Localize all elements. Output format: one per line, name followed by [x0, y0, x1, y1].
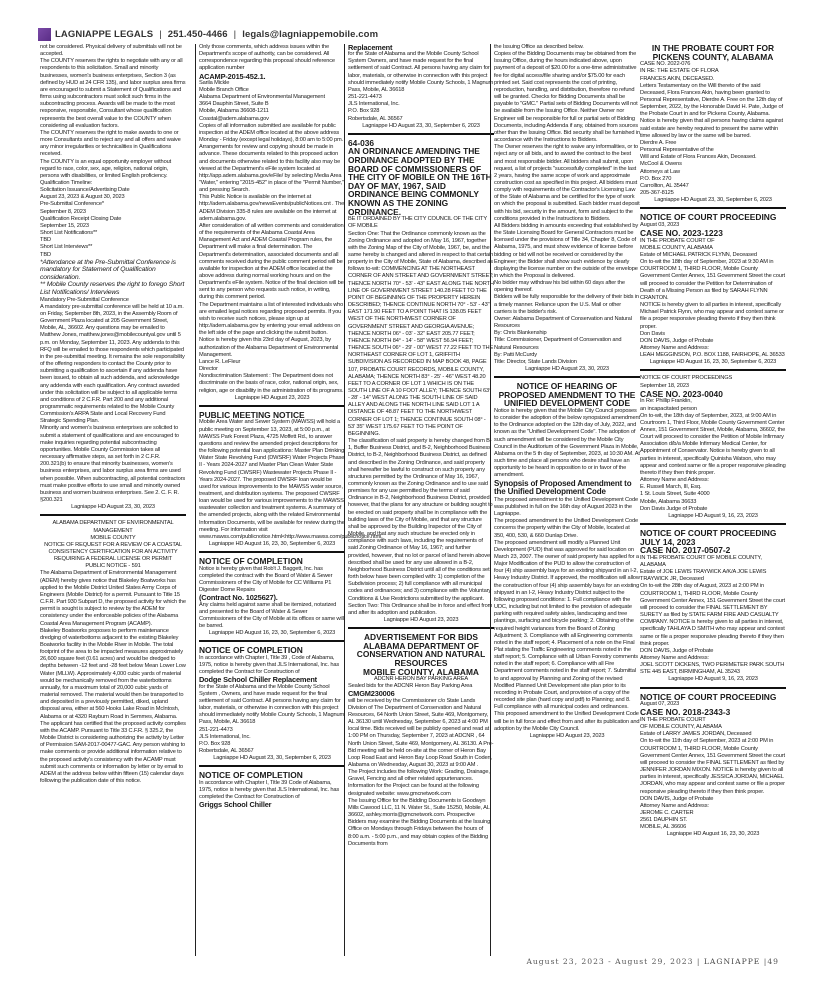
- notice-text: Sarila Mickle: [199, 79, 230, 86]
- notice-text: DON DAVIS, Judge of Probate: [640, 337, 714, 344]
- notice-text: By: Patti McCurdy: [494, 351, 537, 358]
- notice-text: In accordance with Chapter I, Title 39 Code of Alabama, 1975, notice is hereby given that JLS International, Inc. has completed the Contract for Construction of: [199, 779, 340, 801]
- legal-notice: [40, 44, 186, 516]
- notice-heading: NOTICE OF COURT PROCEEDING: [640, 691, 777, 702]
- notice-subheading: NOTICE OF REQUEST FOR A REVIEW OF A COASTAL CONSISTENCY CERTIFICATION FOR AN ACTIVITY REQUIRING A FEDERAL LICENSE OR PERMIT: [44, 541, 182, 563]
- notice-text: August 23, 2023 & August 30, 2023: [40, 194, 125, 201]
- notice-text: No bidder may withdraw his bid within 60 days after the opening thereof.: [494, 280, 625, 294]
- notice-text: Attorneys at Law: [640, 168, 680, 175]
- legal-notice: [494, 44, 640, 378]
- notice-text: Short List Interviews**: [40, 244, 93, 251]
- notice-heading: 64-036: [348, 137, 375, 148]
- notice-text: The proposed amendment will modify a Planned Unit Development (PUD) that was approved for said location on March 23, 2007. The owner of said property has applied for a Major Modification of the PUD to allow the construction of four (4) ship assembly bays for an existing shipyard in an I-2, Heavy Industry District. If approved, the modification will allow the construction of four (4) ship assembly bays for an existing shipyard in an I-2, Heavy Industry District subject to the following proposed conditions: 1. Full compliance with the UDC, including but not limited to the provision of adequate parking with required safety aisles, landscaping and tree plantings, surfacing and bicycle parking; 2. Obtaining of the required height variances from the Board of Zoning Adjustment; 3. Compliance with all Engineering comments noted in the staff report; 4. Placement of a note on the Final Plat stating the Traffic Engineering comments noted in the staff report; 5. Compliance with all Urban Forestry comments noted in the staff report; 6. Compliance with all Fire Department comments noted in the staff report; 7. Submittal to and approval by Planning and Zoning of the revised Modified Planned Unit Development site plan prior to its recording in Probate Court, and provision of a copy of the recorded site plan (hard copy and pdf) to Planning; and 8. Full compliance with all municipal codes and ordinances.: [494, 539, 640, 711]
- brand-square-icon: [38, 28, 51, 41]
- notice-heading: NOTICE OF COMPLETION: [199, 556, 303, 567]
- notice-text: 251-221-4473: [348, 94, 382, 101]
- notice-italic-text: ** Mobile County reserves the right to forego Short List Notifications/ Interviews: [40, 281, 185, 297]
- notice-text: The proposed amendment to the Unified Development Code was published in full on the 16th day of August 2023 in the Lagniappe.: [494, 496, 638, 518]
- notice-text: Attorney Name and Address:: [640, 655, 709, 661]
- notice-text: August 07, 2023: [640, 701, 680, 708]
- notice-text: NOTICE is hereby given to all parties in interest, specifically Michael Patrick Flynn, who may appear and contest same or file a proper responsive pleading thereto if they then think proper.: [640, 302, 784, 330]
- column-4: [490, 44, 640, 956]
- notice-text: Section One: That the Ordinance commonly known as the Zoning Ordinance and adopted on May 16, 1967, together with the Zoning Map of the City of Mobile, 1967, be, and the same hereby is changed and altered in respect to that certain property in the City of Mobile, State of Alabama, described as follows to-wit: COMMENCING AT THE NORTHEAST CORNER OF ANN STREET AND GOVERNMENT STREET; THENCE NORTH 70° - 53' - 43" EAST ALONG THE NORTH LINE OF GOVERNMENT STREET 140.28 FEET TO THE POINT OF BEGINNING OF THE PROPERTY HEREIN DESCRIBED; THENCE CONTINUE NORTH 70° - 53' - 43" EAST 171.90 FEET TO A POINT THAT IS 138.05 FEET WEST OF THE NORTHWEST CORNER OF GOVERNMENT STREET AND GEORGIA AVENUE; THENCE NORTH 06° - 03' - 32" EAST 205.77 FEET; THENCE NORTH 84° - 14' - 58" WEST 56.94 FEET; THENCE SOUTH 06° - 29' - 00" WEST 77.22 FEET TO THE NORTHEAST CORNER OF LOT 1, GRIFFITH SUBDIVISION AS RECORDED IN MAP BOOK 48, PAGE 107, PROBATE COURT RECORDS, MOBILE COUNTY, ALABAMA; THENCE NORTH 83° - 25' - 46" WEST 48.20 FEET TO A CORNER OF LOT 1 WHICH IS ON THE SOUTH LINE OF A 10 FOOT ALLEY; THENCE SOUTH 63° - 28' - 14" WEST ALONG THE SOUTH LINE OF SAID ALLEY AND ALONG THE NORTH LINE SAID LOT 1 A DISTANCE OF 48.87 FEET TO THE NORTHWEST CORNER OF LOT 1; THENCE CONTINUE SOUTH 08° - 53' 35" WEST 175.67 FEET TO THE POINT OF BEGINNING.: [348, 230, 494, 437]
- legal-notice: [640, 44, 786, 209]
- notice-text: MOBILE COUNTY, ALABAMA: [640, 244, 713, 251]
- notice-text: Pre-Submittal Conference*: [40, 201, 104, 208]
- notice-text: Lance R. LeFleur: [199, 358, 241, 365]
- notice-text: Notice is hereby given that Rob't J. Baggett, Inc. has completed the contract with the Board of Water & Sewer Commissioners of the City of Mobile for CC Williams P1 Digester Dome Repairs: [199, 565, 333, 594]
- notice-heading: JULY 14, 2023: [640, 536, 696, 547]
- notice-text: The classification of said property is hereby changed from B-1, Buffer Business District, and B-2, Neighborhood Business District, to B-2, Neighborhood Business District, as defined and described in the Zoning Ordinance, and said property shall hereafter be lawful to construct on such property any structures permitted by the Ordinance of May 16, 1967, commonly known as the Zoning Ordinance and to use said premises for any use permitted by the terms of said Ordinance in B-2, Neighborhood Business District, provided, however, that the plans for any structure or building sought to be erected on said property shall be in compliance with the building laws of the City of Mobile, and that any structure shall be approved by the Building Inspector of the City of Mobile, and that any such structure be erected only in compliance with such laws, including the requirements of said Zoning Ordinance of May 16, 1967; and further provided, however, that no lot or parcel of land herein above described shall be used for any use allowed in a B-2, Neighborhood Business District until all of the conditions set forth below have been complied with: 1) completion of the Subdivision process; 2) full compliance with all municipal codes and ordinances; and 3) compliance with the Voluntary Conditions & Use Restrictions submitted by the applicant.: [348, 438, 493, 602]
- notice-text: 251-221-4473: [199, 726, 233, 733]
- notice-text: On to-wit the 28th day of August, 2023 at 2:00 PM in COURTROOM 1, THIRD FLOOR, Mobile County Government Center Annex, 151 Government Street the court will proceed to consider the FINAL SETTLEMENT BY SURETY as filed by STATE FARM FIRE AND CASUALTY COMPANY. NOTICE is hereby given to all parties in interest, specifically TAHLAYA D SMITH who may appear and contest same or file a proper responsive pleading thereto if they then think proper.: [640, 583, 785, 647]
- notice-text: All Bidders bidding in amounts exceeding that established by the State Licensing Board for General Contractors must be licensed under the provisions of Title 34, Chapter 8, Code of Alabama, 1975, and must show evidence of license before bidding or bid will not be received or considered by the Engineer; the Bidder shall show such evidence by clearly displaying the license number on the outside of the envelope in which the Proposal is delivered.: [494, 222, 639, 279]
- notice-text: JOEL SCOTT DICKENS, TWO PERIMETER PARK SOUTH STE 445 EAST, BIRMINGHAM, AL 35243: [640, 662, 785, 676]
- notice-subheading: PUBLIC NOTICE - 591: [85, 563, 141, 570]
- notice-text: Only those comments, which address issues within the Department's scope of authority, can be considered. All correspondence regarding this proposal should reference application number: [199, 44, 335, 72]
- notice-text: Attorney Name and Address:: [640, 345, 709, 351]
- notice-text: A mandatory pre-submittal conference will be held at 10 a.m. on Friday, September 8th, 2023, in the Assembly Room of Government Plaza located at 205 Government Street, Mobile, AL, 36602. Any questions may be emailed to Matthew Jones, matthew.jones@mobilecountyal.gov until 5 p.m. on Monday, September 11, 2023. Any addenda to this RFQ will be emailed to those respondents which participated in the pre-submittal meeting. It remains the sole responsibility of the offering responders to contact the County prior to submitting a qualification to ascertain if any addenda have been issued, to obtain all such addenda, and acknowledge any addenda with each qualification. Any contract awarded under this solicitation will be subject to all applicable terms and conditions of 2 C.F.R. Part 200 and any additional programmatic requirements related to the Mobile County Commission's ARPA State and Local Recovery Fund Strategic Spending Plan.: [40, 303, 185, 425]
- notice-heading: MOBILE COUNTY, ALABAMA: [362, 666, 479, 677]
- notice-bold-text: (Contract No. 1025627).: [199, 593, 278, 603]
- legal-notice: [640, 375, 786, 525]
- notice-text: DON DAVIS, Judge of Probate: [640, 795, 714, 802]
- notice-text: 3664 Dauphin Street, Suite B: [199, 101, 269, 108]
- publication-line: Lagniappe HD August 23, 30, September 6, 2023: [213, 755, 331, 762]
- notice-text: Title: Commissioner, Department of Conservation and Natural Resources: [494, 337, 622, 351]
- notice-bold-text: CMGM230006: [348, 689, 395, 699]
- notice-text: Information for the Project can be found at the following designated website: www.gmcnetwork.com: [348, 783, 479, 797]
- notice-text: Title: Director, State Lands Division: [494, 358, 577, 365]
- notice-text: for the State of Alabama and the Mobile County School System Owners, and have made request for the final settlement of said Contract. All persons having any claim for labor, materials, or otherwise in connection with this project should immediately notify Mobile County Schools, 1 Magnum Pass, Mobile, AL 36618: [348, 51, 494, 93]
- legal-notice: [640, 529, 786, 689]
- notice-text: Notice is hereby given this 23rd day of August, 2023, by authorization of the Alabama Department of Environmental Management.: [199, 337, 339, 358]
- notice-heading: NOTICE OF COURT PROCEEDING: [640, 528, 777, 539]
- notice-text: Any claims held against same shall be itemized, notarized and presented to the Board of Water & Sewer Commissioners of the City of Mobile at its offices or same will be barred.: [199, 601, 344, 630]
- separator: |: [159, 28, 162, 40]
- notice-text: Carrollton, AL 35447: [640, 182, 689, 189]
- notice-text: not be considered. Physical delivery of submittals will not be accepted.: [40, 44, 182, 58]
- notice-text: Blakeley Boatworks proposes to perform maintenance dredging of waterbottoms adjacent to the existing Blakeley Boatworks facility in the Mobile River in Mobile. The total footprint of the area to be impacted measures approximately 26,600 square feet (0.61 acres) and would be dredged to depths between -12 feet and -28 feet below Mean Lower Low Water (MLLW). Approximately 4,000 cubic yards of material would be mechanically removed from the waterbottoms annually, for a maximum total of 20,000 cubic yards of material removed. The material would then be transported to and deposited in a previously permitted, diked, upland disposal area, either at 560 Hooks Lake Road in McIntosh, Alabama or at 4320 Rayburn Road in Semmes, Alabama. The applicant has certified that the proposed activity complies with the ACAMP. Pursuant to Title 33 C.F.R. § 325.2, the Mobile District is considering authorizing the activity by Letter of Permission SAM-2017-00477-GAC. Any person wishing to make comments or provide additional information relative to the proposed activity's consistency with the ACAMP must submit such comments or information by letter or by email to ADEM at the address below within fifteen (15) calendar days following the publication date of this notice.: [40, 627, 186, 784]
- publication-line: Lagniappe HD August 23, 2023: [529, 732, 605, 739]
- notice-text: LEAH MEGGINSON, P.O. BOX 1188, FAIRHOPE, AL 36533: [640, 352, 785, 359]
- page-number: 49: [767, 957, 779, 966]
- notice-text: IN RE: THE ESTATE OF FLORA: [640, 68, 719, 75]
- notice-text: Don Davis Judge of Probate: [640, 505, 708, 512]
- notice-text: Minority and women's business enterprises are solicited to submit a statement of qualifications and are encouraged to make inquiries regarding potential subcontracting opportunities. Mobile County Commission takes all necessary affirmative steps, as set forth in 2 C.F.R. 200.321(b) to ensure that minority businesses, women's business enterprises, and labor surplus area firms are used when possible. When subcontracting, all potential contractors must make positive efforts to use small and minority owned business and women business enterprises. See 2. C. F. R. §200.321: [40, 425, 186, 504]
- notice-text: Robertsdale, AL 36567: [199, 748, 254, 754]
- notice-text: 205-367-8125: [640, 190, 674, 196]
- notice-text: After consideration of all written comments and consideration of the requirements of the Alabama Coastal Area Management Act and ADEM Coastal Program rules, the Department will make a final determination. The Department's determination, associated documents and all comments received during the public comment period will be available for inspection at the ADEM office located at the above address during normal working hours and on the Department's eFile system. Notice of the final decision will be sent to any person who requests such notice, in writing, during this comment period.: [199, 222, 344, 301]
- separator: |: [233, 28, 237, 40]
- notice-text: Attorney Name and Address:: [640, 477, 709, 484]
- notice-heading: NOTICE OF COMPLETION: [199, 645, 303, 656]
- notice-heading: ADVERTISEMENT FOR BIDS ALABAMA DEPARTMENT OF CONSERVATION AND NATURAL RESOURCES: [356, 632, 486, 668]
- notice-text: The COUNTY is an equal opportunity employer without regard to race, color, sex, age, religion, national origin, persons with disabilities, or limited English proficiency.: [40, 158, 172, 179]
- notice-text: TBD: [40, 251, 51, 258]
- column-1: [40, 44, 186, 956]
- notice-text: The proposed amendment to the Unified Development Code concerns the property within the City of Mobile, located at 350, 400, 530, & 660 Dunlap Drive.: [494, 518, 638, 539]
- notice-text: Coastal@adem.alabama.gov: [199, 115, 269, 122]
- notice-heading: PUBLIC MEETING NOTICE: [199, 409, 305, 420]
- notice-text: Robertsdale, AL 36567: [348, 115, 403, 122]
- notice-text: Letters Testamentary on the Will thereto of the said Deceased, Flora Frances Akin, having been granted to Personal Representative, Dierdre A. Free on the 12th day of September, 2022, by the Honorable David H. Pate, Judge of the Probate Court in and for Pickens County, Alabama. Notice is hereby given that all persons having claims against said estate are hereby required to present the same within time allowed by law or the same will be barred.: [640, 82, 783, 139]
- notice-heading: CASE NO. 2018-2343-3: [640, 707, 731, 718]
- notice-text: On to-wit, the 18th day of September, 2023, at 9:00 AM in Courtroom 1, Third Floor, Mobile County Government Center Annex, 151 Government Street, Mobile, Alabama, 36602, the Court will proceed to consider the Petition of Mobile Infirmary Association d/b/a Mobile Infirmary Medical Center, for Appointment of Conservator. Notice is hereby given to all parties in interest, specifically Quinisha Watson, who may appear and contest same or file a proper responsive pleading thereto if they then think proper.: [640, 412, 786, 476]
- page-header: [38, 27, 378, 41]
- notice-text: P.O. Box 928: [348, 108, 380, 115]
- column-5: [640, 44, 786, 956]
- notice-text: Owner: Alabama Department of Conservation and Natural Resources: [494, 315, 632, 330]
- notice-text: The COUNTY reserves the rights to negotiate with any or all respondents to this solicitation. Small and minority businesses, women's business enterprises, Section 3 (as defined by HUD at 24 CFR 135), and labor surplus area firms are encouraged to submit a Statement of Qualifications and firms using subcontractors must solicit such firms in the subcontracting process. Awards will be made to the most responsive, responsible, Consultant whose qualification represents the best overall value to the COUNTY when considering all evaluation factors.: [40, 58, 186, 129]
- notice-text: Mobile, Alabama 36633: [640, 498, 697, 505]
- notice-text: MOBILE, AL 36606: [640, 824, 687, 831]
- notice-text: for the State of Alabama and the Mobile County School System , Owners, and have made request for the final settlement of said Contract. All persons having any claim for labor, materials, or otherwise in connection with this project should immediately notify Mobile County Schools, 1 Magnum Pass, Mobile, AL 36618: [199, 683, 345, 726]
- legal-notice: [640, 213, 786, 371]
- publication-line: Lagniappe HD August 16, 23, 30, September 6, 2023: [208, 630, 336, 637]
- notice-text: Mobile Branch Office: [199, 86, 249, 93]
- notice-text: McCool & Owens: [640, 161, 682, 168]
- notice-heading: NOTICE OF COURT PROCEEDING: [640, 212, 777, 223]
- publication-name: LAGNIAPPE: [703, 957, 761, 966]
- section-title: LAGNIAPPE LEGALS: [55, 28, 154, 40]
- legal-notice: [348, 139, 494, 629]
- notice-text: September 8, 2023: [40, 208, 86, 215]
- legal-notice: [348, 633, 494, 851]
- notice-text: Copies of all information submitted are available for public inspection at the ADEM office located at the above address Monday - Friday (except legal holidays), 8:00 am to 5:00 pm. Arrangements for review and copying should be made in advance. These documents related to this proposed action and documents otherwise related to this facility also may be viewed at the Department's eFile system located at http://app.adem.alabama.gov/eFile/ by selecting Media Area "Water," entering "2015-452" in place of the "Permit Number," and pressing Search.: [199, 122, 345, 194]
- notice-text: August 03, 2023: [640, 221, 680, 228]
- notice-text: Attorney Name and Address:: [640, 802, 709, 809]
- notice-text: On to-wit the 11th day of September, 2023 at 2:00 PM in COURTROOM 1, THIRD FLOOR, Mobile County Government Center Annex, 151 Government Street the court will proceed to consider the FINAL SETTLEMENT as filed by JENNIFER JORDAN MIXON. NOTICE is hereby given to all parties in interest, specifically JESSICA JORDAN, MICHAEL JORDAN, who may appear and contest same or file a proper responsive pleading thereto if they then think proper.: [640, 738, 785, 795]
- notice-text: OF MOBILE COUNTY, ALABAMA: [640, 724, 722, 731]
- notice-text: 1 St. Louis Street, Suite 4000: [640, 491, 710, 498]
- notice-text: Dierdre A. Free: [640, 139, 677, 146]
- legal-notice: [199, 557, 345, 642]
- legal-notice: [348, 44, 494, 135]
- notice-text: Estate of JOE LEWIS TRAYWICK A/K/A JOE LEWIS TRAYWICK JR, Deceased: [640, 569, 767, 583]
- column-3: [344, 44, 494, 956]
- phone-number: 251.450-4466: [167, 28, 228, 40]
- notice-subheading: ALABAMA DEPARTMENT OF ENVIRONMENTAL MANAGEMENT: [52, 520, 174, 534]
- notice-text: On to-wit the 18th day of September, 2023 at 9:30 AM in COURTROOM 1, THIRD FLOOR, Mobile County Government Center Annex, 151 Government Street the court will proceed to consider the Petition for Determination of Death of a Missing Person as filed by SARAH FLYNN CRANTON.: [640, 259, 785, 301]
- legal-notice: [199, 44, 345, 407]
- notice-text: Bidders will be fully responsible for the delivery of their bids in a timely manner. Reliance upon the U.S. Mail or other carriers is the bidder's risk.: [494, 294, 639, 315]
- publication-line: Lagniappe HD August 16, 23, 30, September 6, 2023: [649, 359, 777, 366]
- notice-bold-text: Griggs School Chiller: [199, 800, 272, 810]
- notice-text: Estate of MICHAEL PATRICK FLYNN, Deceased: [640, 251, 757, 258]
- notice-heading: NOTICE OF HEARING OF PROPOSED AMENDMENT TO THE UNIFIED DEVELOPMENT CODE: [498, 381, 636, 409]
- notice-text: September 18, 2023: [640, 382, 689, 389]
- notice-bold-text: ACAMP-2015-452.1.: [199, 71, 266, 81]
- notice-bold-text: Dodge School Chiller Replacement: [199, 675, 317, 685]
- notice-subheading: ADCNR HERON BAY PARKING AREA: [373, 676, 469, 683]
- email-link[interactable]: legals@lagniappemobile.com: [242, 28, 379, 40]
- notice-heading: AN ORDINANCE AMENDING THE ORDINANCE ADOPTED BY THE BOARD OF COMMISSIONERS OF THE CITY OF MOBILE ON THE 16TH DAY OF MAY, 1967, SAID ORDINANCE BEING COMMONLY KNOWN AS THE ZONING ORDINANCE.: [348, 146, 492, 217]
- notice-bold-text: Replacement: [348, 43, 393, 52]
- notice-text: Director: [199, 366, 218, 373]
- notice-heading: CASE NO. 2023-0040: [640, 388, 723, 399]
- notice-text: P.O. Box 928: [199, 740, 231, 747]
- notice-text: DON DAVIS, Judge of Probate: [640, 647, 714, 654]
- notice-text: The Department maintains a list of interested individuals who are emailed legal notices regarding proposed permits. If you wish to receive such notices, please sign up at http://adem.alabama.gov by entering your email address on the left side of the page and clicking the submit button.: [199, 301, 344, 337]
- legal-notice: [199, 771, 345, 811]
- publication-line: Lagniappe HD August 23, 2023: [234, 394, 310, 401]
- notice-text: an incapacitated person: [640, 405, 697, 412]
- legal-notice: [40, 520, 186, 788]
- notice-text: Qualification Timeline:: [40, 179, 93, 186]
- notice-text: CASE NO. 2022-076: [640, 61, 691, 68]
- notice-text: JLS International, Inc.: [199, 733, 251, 740]
- notice-heading: CASE NO. 2023-1223: [640, 228, 723, 239]
- notice-text: Qualification Receipt Closing Date: [40, 215, 122, 222]
- notice-text: IN THE PROBATE COURT: [640, 716, 706, 723]
- notice-text: JLS International, Inc.: [348, 101, 400, 108]
- notice-text: Don Davis: [640, 330, 665, 337]
- publication-line: Lagniappe HD August 9, 16, 23, 2023: [668, 676, 758, 683]
- legal-notice: [199, 409, 383, 553]
- notice-text: Notice is hereby given that the Mobile City Council proposes to consider the adoption of the below synopsized amendment to the Ordinance adopted on the 12th day of July, 2022, and known as the "Unified Development Code". The adoption of such amendment will be considered by the Mobile City Council in the Auditorium of the Government Plaza in Mobile, Alabama on the 5 th day of September, 2023, at 10:30 AM. At such time and place all persons who desire shall have an opportunity to be heard in opposition to or in favor of the amendment.: [494, 407, 640, 479]
- notice-text: E. Russell March, III, Esq.: [640, 484, 702, 491]
- notice-text: Personal Representative of the: [640, 147, 714, 154]
- notice-text: The Issuing Office for the Bidding Documents is Goodwyn Mills Cawood LLC, 11 N. Water St., Suite 15250, Mobile, AL 36602, ashley.morris@gmcnetwork.com. Prospective Bidders may examine the Bidding Documents at the Issuing Office on Mondays through Fridays between the hours of 8:00 a.m. - 5:00 p.m., and may obtain copies of the Bidding Documents from: [348, 797, 491, 847]
- notice-text: FRANCES AKIN, DECEASED.: [640, 75, 715, 82]
- notice-text: September 15, 2023: [40, 222, 89, 229]
- notice-text: The COUNTY reserves the right to make awards to one or more Consultants and to reject any and all offers and waive any minor irregularities or technicalities in Qualifications received.: [40, 129, 181, 158]
- publication-line: Lagniappe HD August 9, 16, 23, 2023: [668, 512, 758, 519]
- publication-line: Lagniappe HD August 23, 30, 2023: [525, 366, 609, 373]
- notice-text: will be received by the Commissioner c/o State Lands Division of The Department of Conservation and Natural Resources, 64 North Union Street, Suite 469, Montgomery, AL 36130 until Wednesday, September 6, 2023 at 4:00 PM local time. Bids received will be publicly opened and read at 1:00 PM on Thursday, September 7, 2023 at ADCNR , 64 North Union Street, Suite 469, Montgomery, AL 36130. A Pre-Bid meeting will be held on-site at the corner of Heron Bay Loop Road East and Heron Bay Loop Road South in Coden, Alabama on Wednesday, August 30, 2023 at 9:00 AM .: [348, 697, 494, 768]
- publication-line: Lagniappe HD August 23, 30, September 6, 2023: [654, 197, 772, 204]
- notice-text: This Public Notice is available on the internet at http://adem.alabama.gov/newsEvents/publicNotices.cnt . The ADEM Division 335-8 rules are available on the internet at adem.alabama.gov.: [199, 194, 345, 222]
- publication-line: Lagniappe HD August 16, 23, 30, September 6, 2023: [208, 541, 336, 548]
- notice-italic-text: *Attendance at the Pre-Submittal Conference is mandatory for Statement of Qualification consideration.: [40, 258, 176, 281]
- publication-line: Lagniappe HD August 16, 23, 30, 2023: [666, 831, 760, 838]
- publication-line: Lagniappe HD August 23, 30, September 6, 2023: [362, 122, 480, 129]
- notice-heading: CASE NO. 2017-0507-2: [640, 545, 731, 556]
- notice-text: The Owner reserves the right to waive any informalities, or to reject any or all bids, and to award the contract to the best and most responsible bidder. All bidders shall submit, upon request, a list of projects "successfully completed" in the last 2 years, having the same scope of work and approximate construction cost as specified in this project. All bidders must comply with requirements of the Contractor's Licensing Law of the State of Alabama and be certified for the type of work on which the proposal is submitted. Each bidder must deposit with his bid, security in the amount, form and subject to the conditions provided in the Instructions to Bidders.: [494, 144, 640, 222]
- notice-text: Mandatory Pre-Submittal Conference: [40, 296, 129, 303]
- notice-text: NOTICE OF COURT PROCEEDINGS: [640, 375, 733, 382]
- notice-text: BE IT ORDAINED BY THE CITY COUNCIL OF THE CITY OF MOBILE: [348, 216, 487, 230]
- notice-subheading: MOBILE COUNTY: [90, 534, 136, 541]
- notice-text: IN THE PROBATE COURT OF: [640, 237, 715, 244]
- notice-text: Solicitation Issuance/Advertising Date: [40, 187, 130, 194]
- notice-text: 2561 DAUPHIN ST.: [640, 817, 688, 824]
- notice-text: In accordance with Chapter I, Title 39 , Code of Alabama, 1975, notice is hereby given that JLS International, Inc. has completed the Contract for Construction of: [199, 654, 340, 676]
- notice-text: Will and Estate of Flora Frances Akin, Deceased.: [640, 154, 757, 161]
- notice-text: In Re: Phillip Franklin,: [640, 398, 692, 405]
- notice-text: Estate of LARRY JAMES JORDAN, Deceased: [640, 731, 752, 738]
- publication-line: Lagniappe HD August 23, 2023: [383, 616, 459, 623]
- notice-text: Copies of the Bidding Documents may be obtained from the Issuing Office, during the hours indicated above, upon payment of a deposit of $20.00 for a one-time administrative fee for digital access/file sharing and/or $75.00 for each printed set. Said cost represents the cost of printing, reproduction, handling, and distribution, therefore no refund will be granted. Checks for Bidding Documents shall be payable to "GMC." Partial sets of Bidding Documents will not be available from the Issuing Office. Neither Owner nor Engineer will be responsible for full or partial sets of Bidding Documents, including Addenda if any, obtained from sources other than the Issuing Office. Bid security shall be furnished in accordance with the Instructions to Bidders.: [494, 51, 641, 144]
- notice-text: Short List Notifications**: [40, 230, 98, 237]
- notice-text: P.O. Box 270: [640, 175, 672, 182]
- notice-text: Nondiscrimination Statement : The Department does not discriminate on the basis of race, color, national origin, sex, religion, age or disability in the administration of its programs.: [199, 373, 344, 394]
- notice-text: By: Chris Blankenship: [494, 330, 547, 337]
- publication-line: Lagniappe HD August 23, 30, 2023: [71, 504, 155, 511]
- notice-text: JEROME C. CARTER: [640, 810, 694, 816]
- notice-text: The Alabama Department of Environmental Management (ADEM) hereby gives notice that Blakeley Boatworks has applied to the Mobile District United States Army Corps of Engineers (Mobile District) for a permit. Pursuant to Title 15 C.F.R. Part 930 Subpart D, the proposed activity for which the permit is sought is subject to review by the ADEM for consistency under the enforceable policies of the Alabama Coastal Area Management Program (ACAMP).: [40, 570, 186, 627]
- notice-section-heading: Synopsis of Proposed Amendment to the Unified Development Code: [494, 478, 632, 497]
- notice-text: IN THE PROBATE COURT OF MOBILE COUNTY, ALABAMA: [640, 554, 762, 568]
- notice-text: Section Two: This Ordinance shall be in force and effect from and after its adoption and publication.: [348, 602, 493, 616]
- notice-heading: IN THE PROBATE COURT FOR PICKENS COUNTY, ALABAMA: [651, 43, 775, 62]
- notice-text: TBD: [40, 237, 51, 244]
- notice-text: This proposed amendment to the Unified Development Code will be in full force and effect from and after its publication and adoption by the Mobile City Council.: [494, 711, 640, 732]
- notice-text: Sealed bids for the ADCNR Heron Bay Parking Area: [348, 683, 473, 690]
- issue-dates: August 23, 2023 - August 29, 2023: [526, 957, 694, 966]
- notice-heading: NOTICE OF COMPLETION: [199, 770, 303, 781]
- notice-text: Mobile, Alabama 36608-1211: [199, 108, 269, 115]
- page-footer: August 23, 2023 - August 29, 2023 | LAGNIAPPE |49: [526, 957, 779, 966]
- legal-notice: [494, 382, 640, 743]
- notice-text: The Project includes the following Work: Grading, Drainage, Gravel, Fencing and all other related appurtenances.: [348, 769, 490, 783]
- legal-notice: [199, 646, 345, 767]
- legal-notice: [640, 693, 786, 842]
- notice-text: Alabama Department of Environmental Management: [199, 94, 325, 101]
- notice-text: the Issuing Office as described below.: [494, 44, 584, 50]
- notice-text: Mobile Area Water and Sewer System (MAWSS) will hold a public meeting on September 13, 2023, at 5:00 p.m., at MAWSS Park Forest Plaza, 4725 Moffett Rd., to answer questions and review the amended project descriptions for the following potential loan applications: Master Plan Drinking Water State Revolving Fund (DWSRF) Water Projects Phase II - Years 2024-2027 and Master Plan Clean Water State Revolving Fund (CWSRF) Wastewater Projects Phase II - Years 2024-2027. The proposed DWSRF loan would be used for various improvements to the MAWSS water source, treatment, and distribution systems. The proposed CWSRF loan would be used for various improvements to the MAWSS wastewater collection and treatment systems. A summary of the amended projects, along with the related Environmental Information Documents, will be available for review during the meeting. For information visit www.mawss.com/publicnotice.html<http://www.mawss.com/publicnotice.html.: [199, 419, 383, 540]
